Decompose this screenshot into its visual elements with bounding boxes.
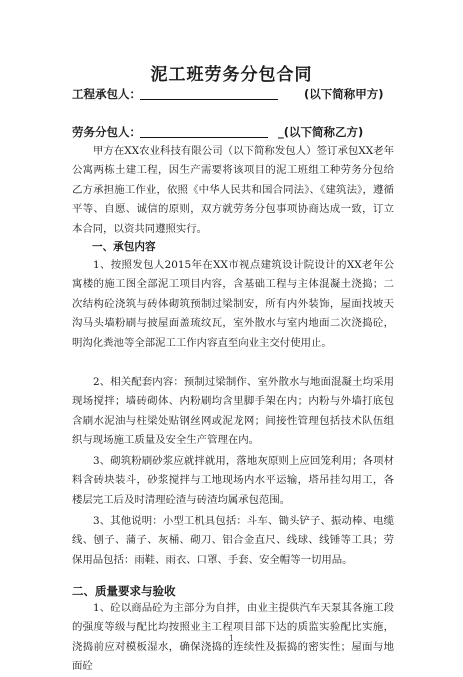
subcontractor-label: 劳务分包人： xyxy=(72,125,141,139)
section1-paragraph-4: 3、其他说明：小型工机具包括：斗车、锄头铲子、振动棒、电缆线、刨子、蒲子、灰桶、砌刀、铝合金直尺、线球、线锤等工具；劳保用品包括：雨鞋、雨衣、口罩、手套、安全帽等一切用品。 xyxy=(72,515,394,566)
section1-paragraph-1: 1、按照发包人2015年在XX市视点建筑设计院设计的XX老年公寓楼的施工图全部泥工项目内容，含基础工程与主体混凝土浇捣；二次结构砼浇筑与砖体砌筑预制过梁制安，所有内外装饰，屋面找坡天沟马头墙粉刷与披屋面盖琉纹瓦，室外散水与室内地面二次浇捣砼，明沟化粪池等全部泥工工作内容直至向业主交付使用止。 xyxy=(72,259,394,349)
contract-title: 泥工班劳务分包合同 xyxy=(150,65,313,85)
subcontractor-blank-line xyxy=(140,137,268,138)
section2-paragraph-1: 1、砼以商品砼为主部分为自拌，由业主提供汽车天泵其各施工段的强度等级与配比均按照业主工程项目部下达的质监实验配比实施，浇捣前应对模板湿水，确保浇捣的连续性及振捣的密实性；屋面与地面砼 xyxy=(72,602,394,673)
section2-heading: 二、质量要求与验收 xyxy=(72,584,176,598)
contractor-label: 工程承包人： xyxy=(72,87,141,101)
contractor-suffix: (以下简称甲方) xyxy=(304,87,384,101)
section1-paragraph-2: 2、相关配套内容：预制过梁制作、室外散水与地面混凝土均采用现场搅拌；墙砖砌体、内粉刷均含里脚手架在内；内粉与外墙打底包含刷水泥油与柱梁处贴钢丝网或泥龙网；间接性管理包括技术队伍组织与现场施工质量及安全生产管理在内。 xyxy=(72,376,394,447)
section1-heading: 一、承包内容 xyxy=(92,241,156,253)
contractor-blank-line xyxy=(140,99,278,100)
subcontractor-field xyxy=(72,124,402,140)
subcontractor-suffix: _(以下简称乙方) xyxy=(278,125,364,139)
section1-paragraph-3: 3、砌筑粉刷砂浆应就拌就用，落地灰原则上应回笼利用；各项材料含砖块装斗，砂浆搅拌与工地现场内水平运输，塔吊挂勾用工，各楼层完工后及时清理砼渣与砖渣均属承包范围。 xyxy=(72,455,394,506)
intro-paragraph: 甲方在XX农业科技有限公司（以下简称发包人）签订承包XX老年公寓两栋土建工程，因生产需要将该项目的泥工班组工种劳务分包给乙方承担施工作业，依照《中华人民共和国合同法》、《建筑法》，遵循平等、自愿、诚信的原则，双方就劳务分包事项协商达成一致，订立本合同，以资共同遵照实行。 xyxy=(72,145,394,235)
page-number: 1 xyxy=(228,634,235,643)
contractor-field xyxy=(72,86,402,102)
